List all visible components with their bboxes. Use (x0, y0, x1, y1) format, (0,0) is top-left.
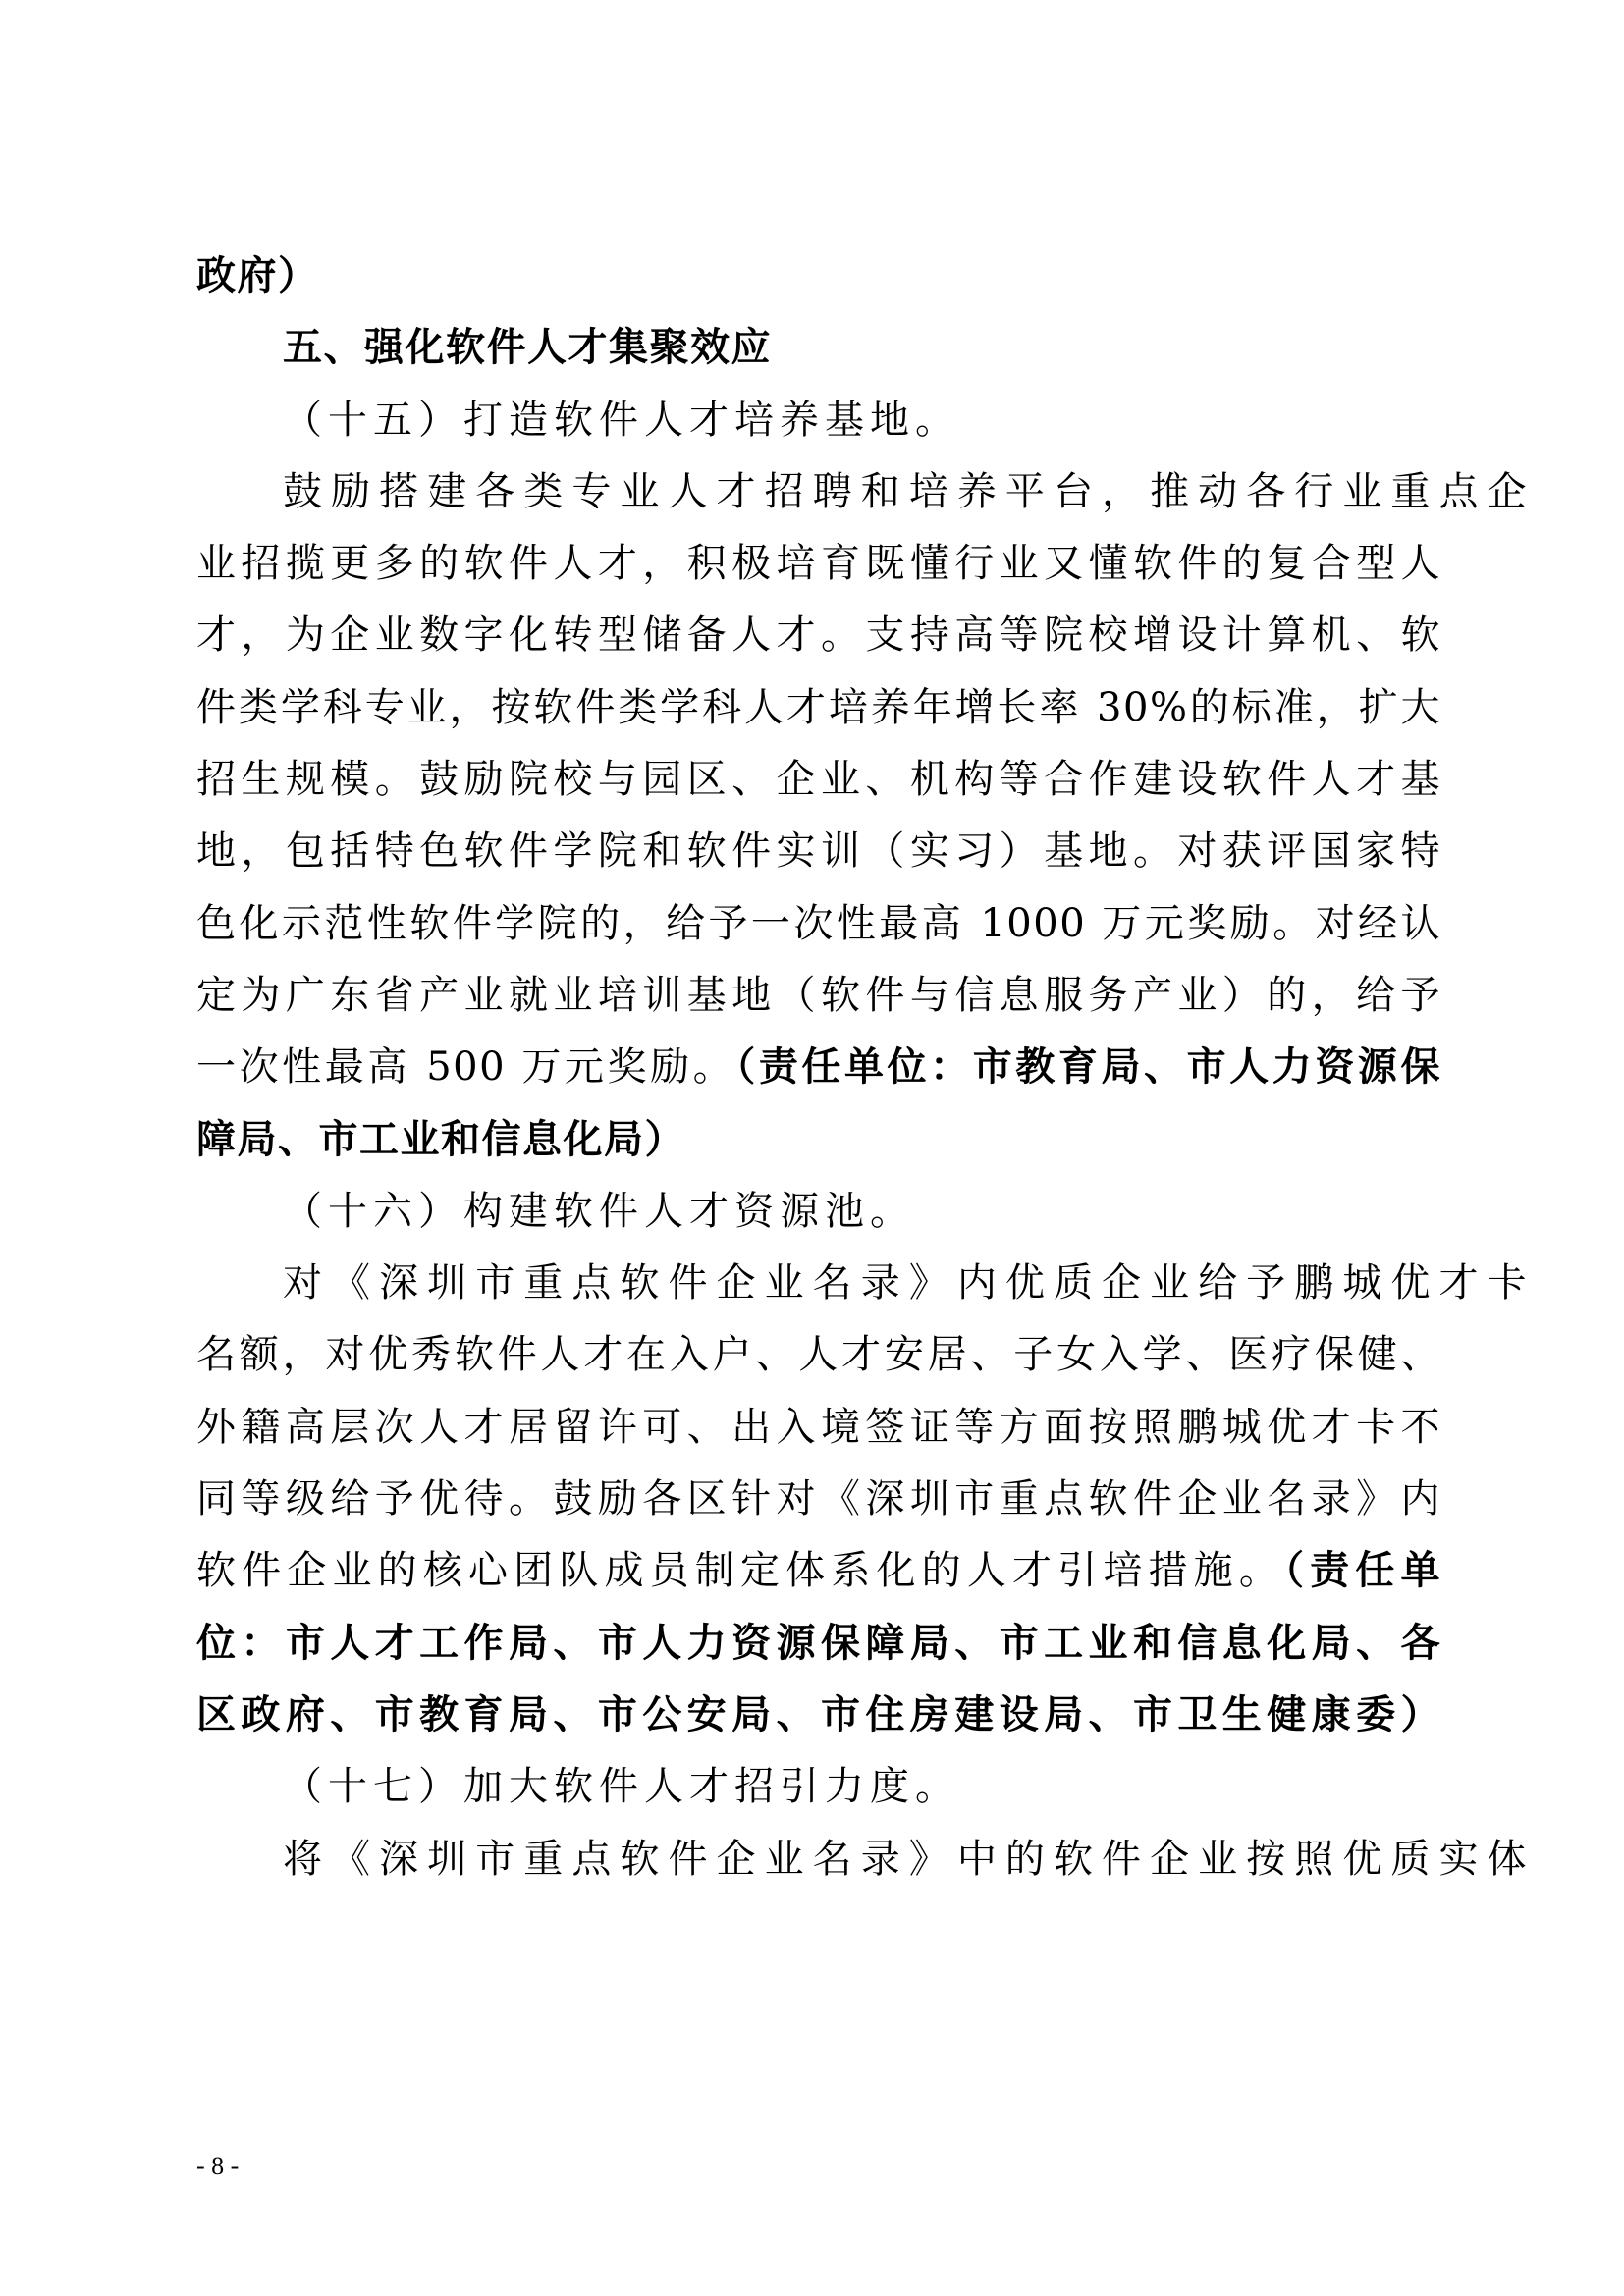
line-text: 位：市人才工作局、市人力资源保障局、市工业和信息化局、各 (196, 1620, 1441, 1666)
text-line (196, 888, 1441, 960)
line-text: 地，包括特色软件学院和软件实训（实习）基地。对获评国家特 (196, 828, 1441, 875)
text-line (196, 1824, 1528, 1896)
text-line (196, 1535, 1441, 1607)
text-line (196, 1319, 1441, 1391)
page-number: - 8 - (196, 2152, 240, 2180)
line-text: 政府） (196, 253, 319, 298)
line-text: （十七）加大软件人才招引力度。 (283, 1764, 960, 1810)
line-text: 将《深圳市重点软件企业名录》中的软件企业按照优质实体 (283, 1836, 1528, 1882)
text-line (196, 744, 1441, 816)
text-line (196, 672, 1441, 744)
line-text: （十六）构建软件人才资源池。 (283, 1188, 915, 1234)
line-text: 对《深圳市重点软件企业名录》内优质企业给予鹏城优才卡 (283, 1260, 1528, 1307)
document-body (196, 240, 1528, 1896)
line-text: 区政府、市教育局、市公安局、市住房建设局、市卫生健康委） (196, 1691, 1441, 1737)
text-line (196, 456, 1528, 528)
text-line (196, 1032, 1441, 1103)
text-line (196, 1464, 1441, 1535)
section-heading (196, 312, 1441, 384)
responsible-units: （责任单 (1284, 1548, 1442, 1594)
line-text: 外籍高层次人才居留许可、出入境签证等方面按照鹏城优才卡不 (196, 1404, 1441, 1450)
line-text: 五、强化软件人才集聚效应 (283, 325, 772, 371)
line-text: 色化示范性软件学院的，给予一次性最高 1000 万元奖励。对经认 (196, 900, 1441, 946)
text-line (196, 816, 1441, 887)
text-line (196, 1608, 1441, 1680)
line-text: 招生规模。鼓励院校与园区、企业、机构等合作建设软件人才基 (196, 757, 1441, 803)
responsible-units: （责任单位：市教育局、市人力资源保 (735, 1044, 1442, 1091)
text-line (196, 1680, 1441, 1751)
line-text: 业招揽更多的软件人才，积极培育既懂行业又懂软件的复合型人 (196, 541, 1441, 587)
text-line (196, 1392, 1441, 1464)
line-text: 一次性最高 500 万元奖励。 (196, 1044, 736, 1091)
subsection-heading (196, 1176, 1441, 1248)
text-line (196, 1248, 1528, 1319)
text-line (196, 960, 1441, 1032)
line-text: 障局、市工业和信息化局） (196, 1116, 685, 1162)
line-text: 软件企业的核心团队成员制定体系化的人才引培措施。 (196, 1548, 1284, 1594)
line-text: 件类学科专业，按软件类学科人才培养年增长率 30%的标准，扩大 (196, 684, 1441, 730)
line-text: 定为广东省产业就业培训基地（软件与信息服务产业）的，给予 (196, 972, 1441, 1018)
subsection-heading (196, 1751, 1441, 1823)
line-text: 名额，对优秀软件人才在入户、人才安居、子女入学、医疗保健、 (196, 1332, 1441, 1378)
text-line (196, 240, 1441, 312)
line-text: 才，为企业数字化转型储备人才。支持高等院校增设计算机、软 (196, 613, 1441, 659)
text-line (196, 528, 1441, 600)
line-text: （十五）打造软件人才培养基地。 (283, 397, 960, 443)
line-text: 鼓励搭建各类专业人才招聘和培养平台，推动各行业重点企 (283, 468, 1528, 514)
text-line (196, 600, 1441, 671)
subsection-heading (196, 385, 1441, 456)
line-text: 同等级给予优待。鼓励各区针对《深圳市重点软件企业名录》内 (196, 1476, 1441, 1522)
text-line (196, 1104, 1441, 1176)
